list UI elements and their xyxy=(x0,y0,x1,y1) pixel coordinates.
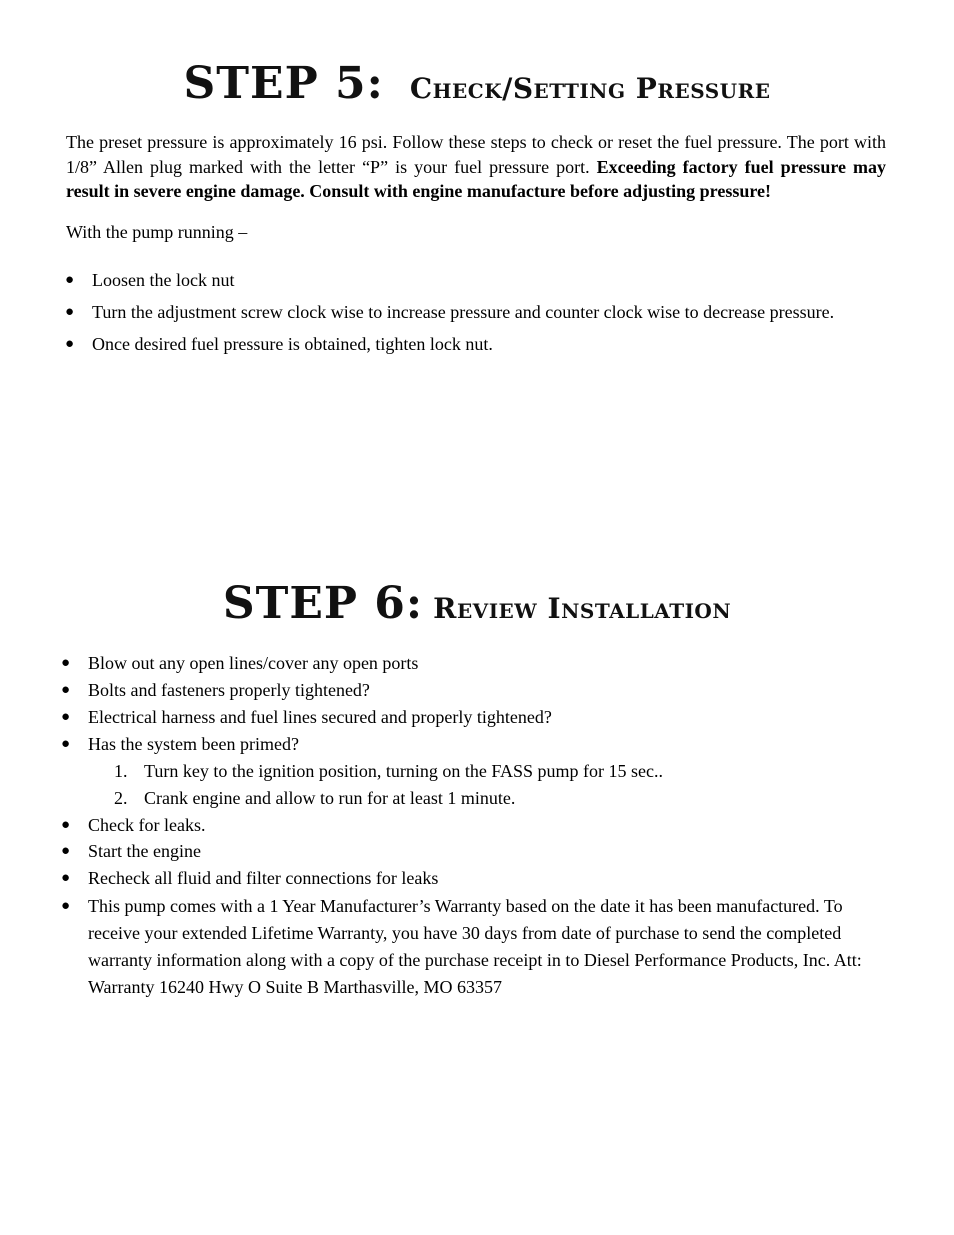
numbered-item xyxy=(114,786,516,810)
list-item-text: Blow out any open lines/cover any open ports xyxy=(88,653,419,673)
list-item xyxy=(61,732,299,756)
bullet-icon: ● xyxy=(65,272,75,288)
bullet-icon: ● xyxy=(65,336,75,352)
list-item xyxy=(61,839,201,863)
list-item-text: Start the engine xyxy=(88,841,201,861)
bullet-icon: ● xyxy=(65,304,75,320)
bullet-icon: ● xyxy=(61,817,71,833)
step-6-title: Review Installation xyxy=(433,592,732,625)
step-5-heading xyxy=(0,58,954,109)
list-item xyxy=(61,705,552,729)
list-item-text: Check for leaks. xyxy=(88,815,206,835)
numbered-item-text: Crank engine and allow to run for at least 1 minute. xyxy=(144,788,516,808)
list-item xyxy=(61,866,439,890)
list-item xyxy=(65,332,493,356)
step-5-warning: Exceeding factory fuel pressure may result in severe engine damage. Consult with engine manufacture before adjusting pressure! xyxy=(66,156,886,201)
list-item xyxy=(61,813,206,837)
list-item-text: Electrical harness and fuel lines secured and properly tightened? xyxy=(88,707,552,727)
list-item-text: Recheck all fluid and filter connections for leaks xyxy=(88,868,439,888)
step-5-number: STEP 5: xyxy=(183,58,384,109)
bullet-icon: ● xyxy=(61,655,71,671)
numbered-item-text: Turn key to the ignition position, turning on the FASS pump for 15 sec.. xyxy=(144,761,664,781)
step-6-number: STEP 6: xyxy=(222,578,424,629)
warranty-text: This pump comes with a 1 Year Manufacturer’s Warranty based on the date it has been manufactured. To receive your extended Lifetime Warranty, you have 30 days from date of purchase to send the completed warranty information along with a copy of the purchase receipt in to Diesel Performance Products, Inc. Att: Warranty 16240 Hwy O Suite B Marthasville, MO 63357 xyxy=(88,896,862,997)
numbered-item xyxy=(114,759,664,783)
list-item-text: Once desired fuel pressure is obtained, tighten lock nut. xyxy=(92,334,493,354)
list-item xyxy=(61,651,419,675)
bullet-icon: ● xyxy=(61,843,71,859)
item-number: 1. xyxy=(114,761,128,781)
step-5-intro xyxy=(66,130,886,204)
step-5-intro-text: The preset pressure is approximately 16 psi. Follow these steps to check or reset the fuel pressure. The port with 1/8” Allen plug marked with the letter “P” is your fuel pressure port. xyxy=(66,132,886,177)
list-item xyxy=(61,678,370,702)
warranty-item xyxy=(61,893,888,1001)
bullet-icon: ● xyxy=(61,898,71,914)
list-item-text: Turn the adjustment screw clock wise to increase pressure and counter clock wise to decrease pressure. xyxy=(92,302,835,322)
bullet-icon: ● xyxy=(61,870,71,886)
bullet-icon: ● xyxy=(61,682,71,698)
item-number: 2. xyxy=(114,788,128,808)
list-item xyxy=(65,268,235,292)
list-item xyxy=(65,300,835,324)
list-item-text: Has the system been primed? xyxy=(88,734,299,754)
bullet-icon: ● xyxy=(61,709,71,725)
list-item-text: Loosen the lock nut xyxy=(92,270,235,290)
step-5-running-label: With the pump running – xyxy=(66,222,248,242)
step-5-title: Check/Setting Pressure xyxy=(409,72,771,105)
list-item-text: Bolts and fasteners properly tightened? xyxy=(88,680,370,700)
step-6-heading xyxy=(0,578,954,629)
bullet-icon: ● xyxy=(61,736,71,752)
